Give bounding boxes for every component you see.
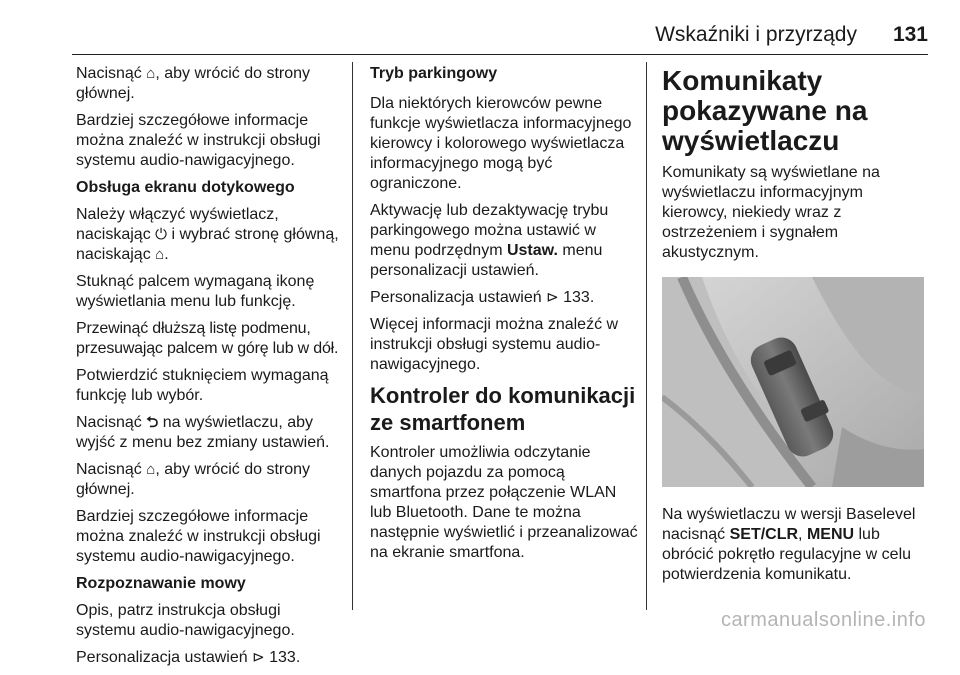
column-3 [662, 66, 932, 592]
paragraph: Bardziej szczegółowe informacje można znaleźć w instrukcji obsługi systemu audio-nawigacyjnego. [76, 112, 321, 169]
column-2 [370, 64, 638, 570]
paragraph: Stuknąć palcem wymaganą ikonę wyświetlania menu lub funkcję. [76, 273, 315, 310]
home-icon: ⌂ [146, 461, 156, 478]
paragraph: Kontroler umożliwia odczytanie danych pojazdu za pomocą smartfona przez połączenie WLAN lub Bluetooth. Dane te można następnie wyświetlić i przeanalizować na ekranie smartfona. [370, 444, 638, 561]
paragraph: Przewinąć dłuższą listę podmenu, przesuwając palcem w górę lub w dół. [76, 320, 339, 357]
paragraph: Opis, patrz instrukcja obsługi systemu audio-nawigacyjnego. [76, 602, 295, 639]
section-subheading: Rozpoznawanie mowy [76, 575, 246, 592]
paragraph: Nacisnąć ⌂, aby wrócić do strony głównej. [76, 65, 311, 102]
page-header [655, 20, 928, 50]
menu-name: Ustaw. [506, 242, 558, 259]
paragraph: Nacisnąć ⮌ na wyświetlaczu, aby wyjść z menu bez zmiany ustawień. [76, 414, 330, 451]
back-icon: ⮌ [146, 414, 159, 431]
home-icon: ⌂ [146, 65, 156, 82]
paragraph: Należy włączyć wyświetlacz, naciskając ⏻ i wybrać stronę główną, naciskając ⌂. [76, 206, 339, 263]
column-divider [352, 62, 353, 610]
watermark: carmanualsonline.info [720, 609, 926, 631]
paragraph: Personalizacja ustawień ⊳ 133. [76, 649, 301, 666]
button-name: MENU [806, 526, 855, 543]
section-heading: Kontroler do komunikacji ze smartfonem [370, 383, 636, 435]
paragraph: Komunikaty są wyświetlane na wyświetlaczu informacyjnym kierowcy, niekiedy wraz z ostrzeżeniem i sygnałem akustycznym. [662, 164, 880, 261]
arrow-icon: ⊳ [546, 289, 559, 306]
paragraph: Dla niektórych kierowców pewne funkcje wyświetlacza informacyjnego kierowcy i kolorowego wyświetlacza informacyjnego mogą być ograniczone. [370, 95, 632, 192]
header-rule [72, 54, 928, 55]
paragraph: Nacisnąć ⌂, aby wrócić do strony głównej. [76, 461, 311, 498]
section-subheading: Obsługa ekranu dotykowego [76, 179, 295, 196]
home-icon: ⌂ [155, 246, 165, 263]
arrow-icon: ⊳ [252, 649, 265, 666]
paragraph: Na wyświetlaczu w wersji Baselevel nacisnąć SET/CLR, MENU lub obrócić pokrętło regulacyjne w celu potwierdzenia komunikatu. [662, 506, 916, 583]
paragraph: Personalizacja ustawień ⊳ 133. [370, 289, 595, 306]
power-icon: ⏻ [155, 226, 168, 243]
column-1 [76, 64, 344, 675]
button-name: SET/CLR [729, 526, 799, 543]
steering-column-photo [662, 277, 924, 487]
paragraph: Bardziej szczegółowe informacje można znaleźć w instrukcji obsługi systemu audio-nawigacyjnego. [76, 508, 321, 565]
column-divider [646, 62, 647, 610]
paragraph: Więcej informacji można znaleźć w instrukcji obsługi systemu audio-nawigacyjnego. [370, 316, 619, 373]
paragraph: Aktywację lub dezaktywację trybu parkingowego można ustawić w menu podrzędnym Ustaw. menu personalizacji ustawień. [370, 202, 609, 279]
page-number: 131 [892, 23, 928, 46]
section-subheading: Tryb parkingowy [370, 65, 498, 82]
header-title: Wskaźniki i przyrządy [655, 23, 857, 46]
chapter-heading: Komunikaty pokazywane na wyświetlaczu [662, 65, 868, 156]
paragraph: Potwierdzić stuknięciem wymaganą funkcję lub wybór. [76, 367, 329, 404]
